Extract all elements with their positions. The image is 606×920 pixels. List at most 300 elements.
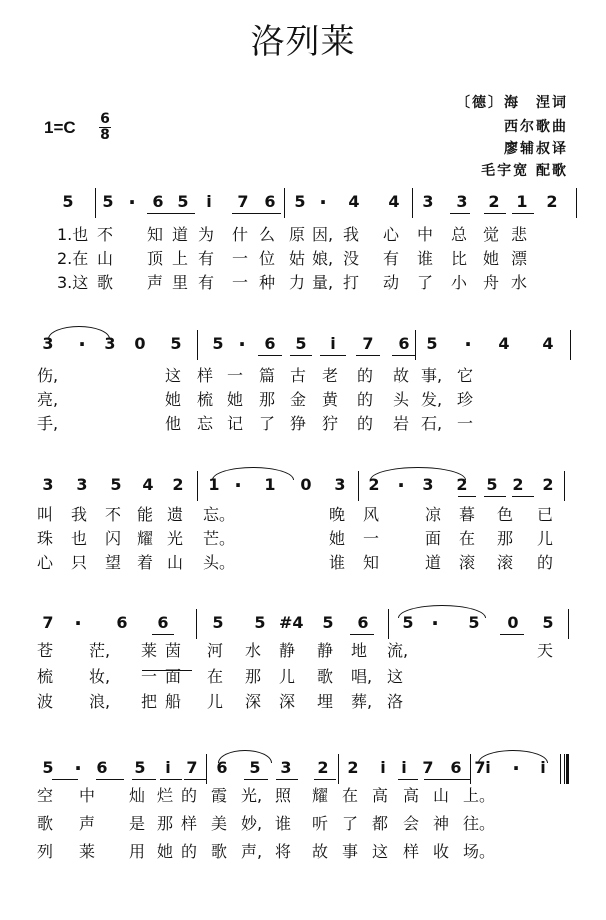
lyric-s3-v2-2: 也 <box>71 529 88 548</box>
lyric-s2-v1-10: 事, <box>421 366 443 385</box>
beam-s1-2 <box>232 213 281 214</box>
lyric-s2-v2-9: 头 <box>393 390 410 409</box>
note-s2-13: 5 <box>426 334 438 353</box>
lyric-s3-v2-7: 她 <box>329 529 346 548</box>
slur-s3-1 <box>212 467 294 480</box>
lyric-s3-v1-2: 我 <box>71 505 88 524</box>
lyric-s2-v2-11: 珍 <box>457 390 474 409</box>
beam-s1-4 <box>484 213 506 214</box>
lyric-s4-v2-4: 面 <box>165 667 182 686</box>
note-s4-10: 5 <box>402 613 414 632</box>
beam-s1-5 <box>512 213 534 214</box>
lyric-s1-v3-8: 力 <box>289 273 306 292</box>
lyric-s2-v2-5: 那 <box>259 390 276 409</box>
note-s3-10: 3 <box>334 475 346 494</box>
beam-s5-1 <box>52 779 78 780</box>
note-s3-11: 2 <box>368 475 380 494</box>
lyric-s1-v2-14: 她 <box>483 249 500 268</box>
lyric-s2-v3-2: 他 <box>165 414 182 433</box>
lyric-s4-v1-4: 茵 <box>165 641 182 660</box>
final-barline-thick <box>566 754 569 784</box>
barline-s2-3 <box>570 330 571 360</box>
note-s5-13: i <box>401 758 407 777</box>
note-s4-5: 5 <box>212 613 224 632</box>
lyric-s3-v3-6: 头。 <box>203 553 236 572</box>
lyric-s4-v3-1: 波 <box>37 692 54 711</box>
lyric-s1-v3-11: 动 <box>383 273 400 292</box>
lyric-s3-v1-1: 叫 <box>37 505 54 524</box>
lyric-s5-v1-14: 上。 <box>463 786 496 805</box>
lyric-s4-v2-10: 这 <box>387 667 404 686</box>
final-barline-thin <box>560 754 561 784</box>
lyric-s5-v3-10: 事 <box>342 842 359 861</box>
lyric-s2-v2-6: 金 <box>290 390 307 409</box>
note-s3-12: · <box>397 473 405 497</box>
lyric-s2-v2-1: 亮, <box>37 390 59 409</box>
lyric-s4-v2-5: 在 <box>207 667 224 686</box>
lyric-s1-v2-10: 没 <box>343 249 360 268</box>
lyric-s2-v1-1: 伤, <box>37 366 59 385</box>
beam-s3-2 <box>484 496 506 497</box>
lyric-s3-v2-11: 那 <box>497 529 514 548</box>
note-s3-13: 3 <box>422 475 434 494</box>
lyric-s1-v2-2: 山 <box>97 249 114 268</box>
lyric-s3-v1-5: 遗 <box>167 505 184 524</box>
note-s3-2: 3 <box>76 475 88 494</box>
lyric-s5-v1-3: 灿 <box>129 786 146 805</box>
lyric-s3-v2-8: 一 <box>363 529 380 548</box>
lyric-s5-v3-3: 用 <box>129 842 146 861</box>
barline-s5-2 <box>338 754 339 784</box>
lyric-s2-v2-2: 她 <box>165 390 182 409</box>
lyric-s5-v3-9: 故 <box>312 842 329 861</box>
note-s3-8: 1 <box>264 475 276 494</box>
note-s4-1: 7 <box>42 613 54 632</box>
lyric-s2-v1-7: 老 <box>322 366 339 385</box>
lyric-s1-v2-15: 漂 <box>511 249 528 268</box>
beam-s3-3 <box>512 496 534 497</box>
lyric-s1-v3-12: 了 <box>417 273 434 292</box>
lyric-s5-v3-13: 收 <box>433 842 450 861</box>
lyric-s2-v3-1: 手, <box>37 414 59 433</box>
note-s3-15: 5 <box>486 475 498 494</box>
note-s1-16: 1 <box>516 192 528 211</box>
note-s2-16: 4 <box>542 334 554 353</box>
lyric-s2-v2-8: 的 <box>357 390 374 409</box>
lyric-s3-v1-3: 不 <box>105 505 122 524</box>
note-s1-4: 6 <box>152 192 164 211</box>
lyric-s4-v3-2: 浪, <box>89 692 111 711</box>
note-s4-8: 5 <box>322 613 334 632</box>
lyric-s4-v1-9: 地 <box>351 641 368 660</box>
lyric-s5-v1-6: 霞 <box>211 786 228 805</box>
lyric-s1-v2-6: 一 <box>232 249 249 268</box>
lyric-s5-v1-8: 照 <box>275 786 292 805</box>
lyric-s4-v2-2: 妆, <box>89 667 111 686</box>
lyric-s3-v1-10: 暮 <box>459 505 476 524</box>
beam-s2-4 <box>356 355 380 356</box>
lyric-s4-v2-7: 儿 <box>279 667 296 686</box>
beam-s2-1 <box>258 355 282 356</box>
beam-s5-3 <box>132 779 156 780</box>
lyric-s5-v2-12: 会 <box>403 814 420 833</box>
lyric-s4-v2-8: 歌 <box>317 667 334 686</box>
lyric-s1-v1-12: 中 <box>417 225 434 244</box>
barline-s3-3 <box>564 471 565 501</box>
note-s1-15: 2 <box>488 192 500 211</box>
note-s1-3: · <box>128 190 136 214</box>
note-s5-3: 6 <box>96 758 108 777</box>
lyric-s5-v1-2: 中 <box>79 786 96 805</box>
lyric-s5-v2-11: 都 <box>372 814 389 833</box>
lyric-s3-v1-6: 忘。 <box>203 505 236 524</box>
lyric-s1-v3-2: 歌 <box>97 273 114 292</box>
lyric-s3-v3-8: 知 <box>363 553 380 572</box>
lyric-s5-v1-5: 的 <box>181 786 198 805</box>
barline-s3-1 <box>197 471 198 501</box>
lyric-s1-v1-9: 因, <box>312 225 334 244</box>
lyric-s3-v3-5: 山 <box>167 553 184 572</box>
lyric-s3-v3-10: 滚 <box>459 553 476 572</box>
note-s4-6: 5 <box>254 613 266 632</box>
note-s5-8: 5 <box>249 758 261 777</box>
note-s5-11: 2 <box>347 758 359 777</box>
lyric-s1-v2-5: 有 <box>198 249 215 268</box>
lyric-s3-v1-11: 色 <box>497 505 514 524</box>
lyric-s1-v1-11: 心 <box>383 225 400 244</box>
lyric-s5-v2-5: 样 <box>181 814 198 833</box>
lyric-s3-v3-7: 谁 <box>329 553 346 572</box>
note-s3-1: 3 <box>42 475 54 494</box>
lyric-s3-v1-7: 晚 <box>329 505 346 524</box>
barline-s1-4 <box>576 188 577 218</box>
note-s1-17: 2 <box>546 192 558 211</box>
lyric-s2-v1-6: 古 <box>290 366 307 385</box>
beam-s5-11 <box>446 779 470 780</box>
lyric-s4-v3-3: 把 <box>141 692 158 711</box>
note-s1-12: 4 <box>388 192 400 211</box>
barline-s4-2 <box>388 609 389 639</box>
note-s3-7: · <box>234 473 242 497</box>
lyric-s1-v2-13: 比 <box>451 249 468 268</box>
credit-arranger: 毛宇宽 配歌 <box>481 163 568 179</box>
barline-s1-2 <box>284 188 285 218</box>
lyric-s1-v1-10: 我 <box>343 225 360 244</box>
note-s1-2: 5 <box>102 192 114 211</box>
lyric-s3-v3-4: 着 <box>137 553 154 572</box>
lyric-s1-v2-1: 2.在 <box>57 249 89 268</box>
lyric-s2-v3-4: 记 <box>227 414 244 433</box>
note-s4-12: 5 <box>468 613 480 632</box>
lyric-s4-v1-8: 静 <box>317 641 334 660</box>
lyric-s1-v2-3: 顶 <box>147 249 164 268</box>
lyric-s1-v3-14: 舟 <box>483 273 500 292</box>
slur-s3-2 <box>370 467 466 480</box>
beam-s1-1 <box>147 213 195 214</box>
lyric-s2-v1-3: 样 <box>197 366 214 385</box>
lyric-s1-v1-8: 原 <box>289 225 306 244</box>
lyric-s3-v2-1: 珠 <box>37 529 54 548</box>
time-signature-top: 6 <box>100 111 110 127</box>
note-s3-9: 0 <box>300 475 312 494</box>
note-s3-14: 2 <box>456 475 468 494</box>
lyric-s4-v1-2: 茫, <box>89 641 111 660</box>
barline-s1-3 <box>412 188 413 218</box>
lyric-s1-v3-10: 打 <box>343 273 360 292</box>
note-s4-14: 5 <box>542 613 554 632</box>
lyric-s1-v1-2: 不 <box>97 225 114 244</box>
lyric-s1-v1-1: 1.也 <box>57 225 89 244</box>
note-s4-2: · <box>74 611 82 635</box>
lyric-s2-v1-4: 一 <box>227 366 244 385</box>
note-s2-2: · <box>78 332 86 356</box>
lyric-s1-v2-9: 娘, <box>312 249 334 268</box>
lyric-s4-v2-9: 唱, <box>351 667 373 686</box>
note-s5-5: i <box>165 758 171 777</box>
lyric-s2-v3-8: 的 <box>357 414 374 433</box>
note-s5-4: 5 <box>134 758 146 777</box>
beam-s4-1 <box>152 634 174 635</box>
note-s3-17: 2 <box>542 475 554 494</box>
note-s5-2: · <box>74 756 82 780</box>
note-s4-11: · <box>431 611 439 635</box>
note-s2-9: 5 <box>295 334 307 353</box>
lyric-s5-v2-14: 往。 <box>463 814 496 833</box>
lyric-s5-v1-9: 耀 <box>312 786 329 805</box>
beam-s4-3 <box>500 634 524 635</box>
lyric-s4-v2-1: 梳 <box>37 667 54 686</box>
beam-s3-1 <box>458 496 476 497</box>
lyric-s4-v3-4: 船 <box>165 692 182 711</box>
lyric-s4-v3-10: 洛 <box>387 692 404 711</box>
lyric-s4-v3-9: 葬, <box>351 692 373 711</box>
lyric-s5-v3-4: 她 <box>157 842 174 861</box>
lyric-s2-v2-4: 她 <box>227 390 244 409</box>
lyric-s1-v1-4: 道 <box>172 225 189 244</box>
lyric-s1-v3-9: 量, <box>312 273 334 292</box>
note-s3-4: 4 <box>142 475 154 494</box>
note-s5-1: 5 <box>42 758 54 777</box>
note-s2-8: 6 <box>264 334 276 353</box>
lyric-s2-v1-11: 它 <box>457 366 474 385</box>
lyric-s4-v1-6: 水 <box>245 641 262 660</box>
beam-s5-8 <box>314 779 336 780</box>
lyric-s5-v3-11: 这 <box>372 842 389 861</box>
lyric-s2-v3-3: 忘 <box>197 414 214 433</box>
lyric-s5-v3-12: 样 <box>403 842 420 861</box>
lyric-s1-v3-3: 声 <box>147 273 164 292</box>
note-s1-10: · <box>319 190 327 214</box>
lyric-s2-v2-10: 发, <box>421 390 443 409</box>
lyric-s2-v3-11: 一 <box>457 414 474 433</box>
lyric-s5-v3-7: 声, <box>241 842 263 861</box>
lyric-s1-v3-15: 水 <box>511 273 528 292</box>
note-s1-9: 5 <box>294 192 306 211</box>
beam-s4-2 <box>350 634 374 635</box>
credit-lyricist: 〔德〕海 涅词 <box>456 95 568 111</box>
note-s2-5: 5 <box>170 334 182 353</box>
beam-s5-5 <box>184 779 206 780</box>
note-s2-4: 0 <box>134 334 146 353</box>
lyric-s5-v3-2: 莱 <box>79 842 96 861</box>
slur-s5-1 <box>218 750 272 763</box>
lyric-s3-v2-10: 在 <box>459 529 476 548</box>
lyric-s3-v1-9: 凉 <box>425 505 442 524</box>
lyric-s1-v1-5: 为 <box>198 225 215 244</box>
note-s5-10: 2 <box>317 758 329 777</box>
beam-s5-2 <box>96 779 124 780</box>
note-s1-7: 7 <box>237 192 249 211</box>
credit-translator: 廖辅叔译 <box>504 141 568 157</box>
barline-s5-4 <box>564 754 565 784</box>
lyric-s3-v2-6: 芒。 <box>203 529 236 548</box>
lyric-s5-v2-10: 了 <box>342 814 359 833</box>
beam-s5-6 <box>244 779 268 780</box>
note-s2-12: 6 <box>398 334 410 353</box>
lyric-s2-v3-6: 狰 <box>290 414 307 433</box>
lyric-s3-v1-8: 风 <box>363 505 380 524</box>
lyric-s1-v2-7: 位 <box>259 249 276 268</box>
note-s4-13: 0 <box>507 613 519 632</box>
lyric-s3-v1-12: 已 <box>537 505 554 524</box>
lyric-s5-v3-8: 将 <box>275 842 292 861</box>
lyric-s2-v1-2: 这 <box>165 366 182 385</box>
lyric-s1-v3-13: 小 <box>451 273 468 292</box>
key-signature: 1=C <box>44 118 76 137</box>
barline-s5-3 <box>470 754 471 784</box>
lyric-s4-v3-5: 儿 <box>207 692 224 711</box>
lyric-s3-v2-9: 面 <box>425 529 442 548</box>
lyric-s1-v3-6: 一 <box>232 273 249 292</box>
lyric-s1-v2-4: 上 <box>172 249 189 268</box>
lyric-s2-v2-7: 黄 <box>322 390 339 409</box>
note-s4-9: 6 <box>357 613 369 632</box>
lyric-s1-v1-3: 知 <box>147 225 164 244</box>
note-s2-6: 5 <box>212 334 224 353</box>
lyric-s5-v1-4: 烂 <box>157 786 174 805</box>
note-s1-11: 4 <box>348 192 360 211</box>
lyric-s4-v1-3: 莱 <box>141 641 158 660</box>
lyric-s5-v2-13: 神 <box>433 814 450 833</box>
lyric-s2-v3-7: 狞 <box>322 414 339 433</box>
lyric-s5-v1-7: 光, <box>241 786 263 805</box>
lyric-s2-v1-8: 的 <box>357 366 374 385</box>
beam-s5-4 <box>160 779 182 780</box>
lyric-s1-v3-7: 种 <box>259 273 276 292</box>
barline-s3-2 <box>358 471 359 501</box>
lyric-s5-v1-11: 高 <box>372 786 389 805</box>
slur-s5-2 <box>478 750 548 763</box>
barline-s4-1 <box>196 609 197 639</box>
note-s3-6: 1 <box>208 475 220 494</box>
lyric-s3-v3-3: 望 <box>105 553 122 572</box>
lyric-s3-v2-3: 闪 <box>105 529 122 548</box>
note-s1-6: i <box>206 192 212 211</box>
barline-s2-1 <box>197 330 198 360</box>
lyric-s3-v3-12: 的 <box>537 553 554 572</box>
lyric-s3-v2-12: 儿 <box>537 529 554 548</box>
lyric-underline-laiyin <box>142 670 192 671</box>
lyric-s5-v2-7: 妙, <box>241 814 263 833</box>
lyric-s1-v1-13: 总 <box>451 225 468 244</box>
lyric-s4-v1-5: 河 <box>207 641 224 660</box>
lyric-s3-v3-2: 只 <box>71 553 88 572</box>
note-s2-1: 3 <box>42 334 54 353</box>
note-s4-3: 6 <box>116 613 128 632</box>
song-title: 洛列莱 <box>250 22 356 62</box>
lyric-s3-v3-11: 滚 <box>497 553 514 572</box>
time-signature-bottom: 8 <box>100 127 110 143</box>
lyric-s2-v2-3: 梳 <box>197 390 214 409</box>
lyric-s1-v1-6: 什 <box>232 225 249 244</box>
beam-s2-3 <box>320 355 346 356</box>
beam-s1-3 <box>450 213 470 214</box>
beam-s2-2 <box>290 355 312 356</box>
barline-s1-1 <box>95 188 96 218</box>
lyric-s4-v1-10: 流, <box>387 641 409 660</box>
slur-s2-1 <box>48 326 110 339</box>
note-s3-5: 2 <box>172 475 184 494</box>
lyric-s5-v1-10: 在 <box>342 786 359 805</box>
note-s2-3: 3 <box>104 334 116 353</box>
lyric-s2-v1-9: 故 <box>393 366 410 385</box>
note-s5-19: i <box>540 758 546 777</box>
note-s4-7: #4 <box>279 613 304 632</box>
lyric-s5-v1-1: 空 <box>37 786 54 805</box>
lyric-s4-v2-6: 那 <box>245 667 262 686</box>
lyric-s3-v3-1: 心 <box>37 553 54 572</box>
lyric-s3-v2-4: 耀 <box>137 529 154 548</box>
lyric-s5-v2-3: 是 <box>129 814 146 833</box>
note-s2-14: · <box>464 332 472 356</box>
lyric-s5-v2-1: 歌 <box>37 814 54 833</box>
note-s2-15: 4 <box>498 334 510 353</box>
lyric-s4-v1-11: 天 <box>537 641 554 660</box>
note-s2-10: i <box>330 334 336 353</box>
lyric-s1-v1-15: 悲 <box>511 225 528 244</box>
credit-composer: 西尔歌曲 <box>504 119 568 135</box>
lyric-s5-v2-4: 那 <box>157 814 174 833</box>
lyric-s4-v3-6: 深 <box>245 692 262 711</box>
note-s3-16: 2 <box>512 475 524 494</box>
note-s3-3: 5 <box>110 475 122 494</box>
note-s5-9: 3 <box>280 758 292 777</box>
lyric-s5-v3-5: 的 <box>181 842 198 861</box>
note-s5-12: i <box>380 758 386 777</box>
lyric-s1-v3-5: 有 <box>198 273 215 292</box>
lyric-s4-v3-7: 深 <box>279 692 296 711</box>
beam-s5-7 <box>276 779 298 780</box>
lyric-s2-v1-5: 篇 <box>259 366 276 385</box>
lyric-s1-v2-8: 姑 <box>289 249 306 268</box>
lyric-s5-v1-13: 山 <box>433 786 450 805</box>
lyric-s4-v1-7: 静 <box>279 641 296 660</box>
lyric-s4-v2-3: 一 <box>141 667 158 686</box>
slur-s4-1 <box>398 605 486 618</box>
lyric-s5-v1-12: 高 <box>403 786 420 805</box>
note-s4-4: 6 <box>157 613 169 632</box>
lyric-s5-v2-8: 谁 <box>275 814 292 833</box>
barline-s4-3 <box>568 609 569 639</box>
note-s5-7: 6 <box>216 758 228 777</box>
barline-s5-1 <box>206 754 207 784</box>
note-s1-1: 5 <box>62 192 74 211</box>
note-s1-14: 3 <box>456 192 468 211</box>
lyric-s1-v3-1: 3.这 <box>57 273 89 292</box>
lyric-s1-v2-11: 有 <box>383 249 400 268</box>
note-s5-16: 7 <box>474 758 486 777</box>
note-s2-11: 7 <box>362 334 374 353</box>
